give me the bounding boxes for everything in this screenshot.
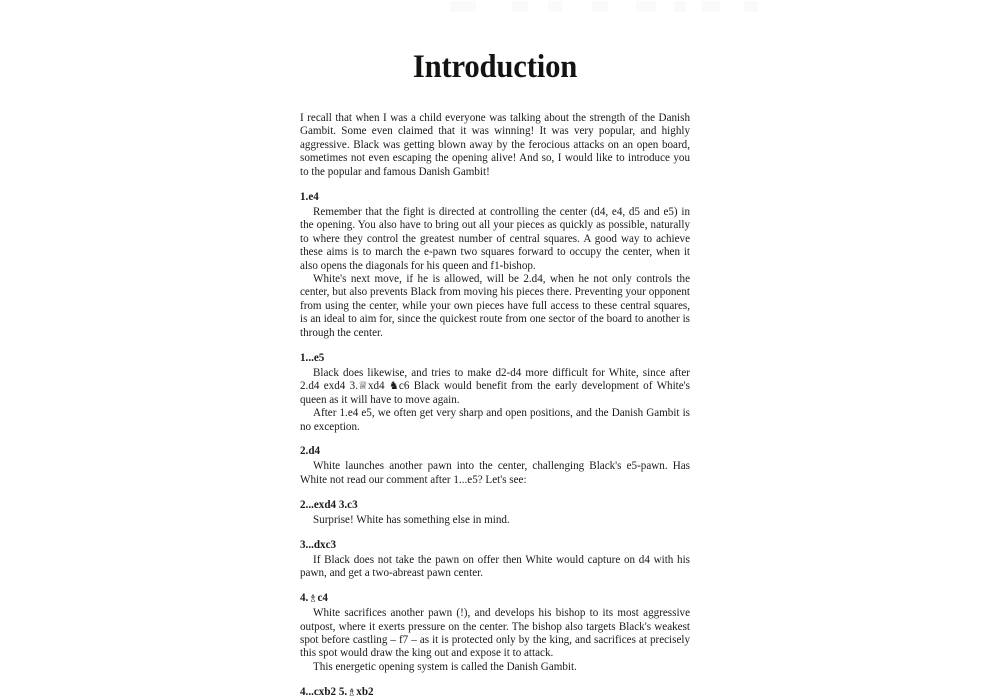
page-content-column — [300, 48, 690, 699]
move-heading-7 — [300, 686, 690, 699]
move-5-paragraph-1: If Black does not take the pawn on offer then White would capture on d4 with his pawn, and get a two-abreast pawn center. — [300, 553, 690, 580]
move-heading-text: 1...e5 — [300, 351, 325, 364]
move-6-paragraph-1: White sacrifices another pawn (!), and develops his bishop to its most aggressive outpost, where it exerts pressure on the center. The bishop also targets Black's weakest spot before castling – f7 – as it is protected only by the king, and sacrifices at precisely this spot would draw the king out and expose it to attack. — [300, 607, 690, 660]
move-heading-suffix: xb2 — [356, 685, 374, 698]
move-heading-prefix: 4. — [300, 592, 309, 605]
move-heading-text: 2.d4 — [300, 445, 321, 458]
move-4-paragraph-1: Surprise! White has something else in mind. — [313, 513, 510, 526]
move-heading-prefix: 4...cxb2 5. — [300, 685, 348, 698]
move-3-paragraph-1: White launches another pawn into the center, challenging Black's e5-pawn. Has White not read our comment after 1...e5? Let's see: — [300, 460, 690, 486]
move-heading-text: 3...dxc3 — [300, 538, 337, 551]
move-6-paragraph-2: This energetic opening system is called the Danish Gambit. — [313, 660, 577, 673]
move-heading-4 — [300, 499, 690, 512]
move-heading-6 — [300, 592, 690, 605]
move-1-paragraph-1: Remember that the fight is directed at controlling the center (d4, e4, d5 and e5) in the opening. You also have to bring out all your pieces as quickly as possible, naturally to where they control the greatest number of central squares. A good way to achieve these aims is to march the e-pawn two squares forward to occupy the center, when it also opens the diagonals for his queen and f1-bishop. — [300, 205, 690, 272]
move-heading-1 — [300, 191, 690, 204]
move-1-paragraph-2: White's next move, if he is allowed, will be 2.d4, when he not only controls the center, but also prevents Black from moving his pieces there. Preventing your opponent from using the center, while your own pieces have full access to these central squares, is an ideal to aim for, since the quickest route from one sector of the board to another is through the center. — [300, 272, 690, 339]
move-2-paragraph-2: After 1.e4 e5, we often get very sharp and open positions, and the Danish Gambit is no exception. — [300, 407, 690, 433]
scan-artifact-band — [0, 0, 1000, 14]
move-2-paragraph-1: Black does likewise, and tries to make d2-d4 more difficult for White, since after 2.d4 exd4 3.♕xd4 ♞c6 Black would benefit from the early development of White's queen as it will have to move again. — [300, 366, 690, 406]
move-heading-5 — [300, 539, 690, 552]
white-bishop-figurine-icon: ♗ — [347, 687, 357, 699]
intro-paragraph: I recall that when I was a child everyone was talking about the strength of the Danish Gambit. Some even claimed that it was winning! It was very popular, and highly aggressive. Black was getting blown away by the ferocious attacks on an open board, sometimes not even escaping the opening alive! And so, I would like to introduce you to the popular and famous Danish Gambit! — [300, 112, 690, 178]
move-heading-text: 2...exd4 3.c3 — [300, 498, 358, 511]
white-bishop-figurine-icon: ♗ — [308, 593, 318, 605]
move-heading-suffix: c4 — [317, 592, 328, 605]
page-title: Introduction — [412, 49, 578, 85]
move-heading-2 — [300, 352, 690, 365]
move-heading-3 — [300, 445, 690, 458]
move-heading-text: 1.e4 — [300, 190, 319, 203]
